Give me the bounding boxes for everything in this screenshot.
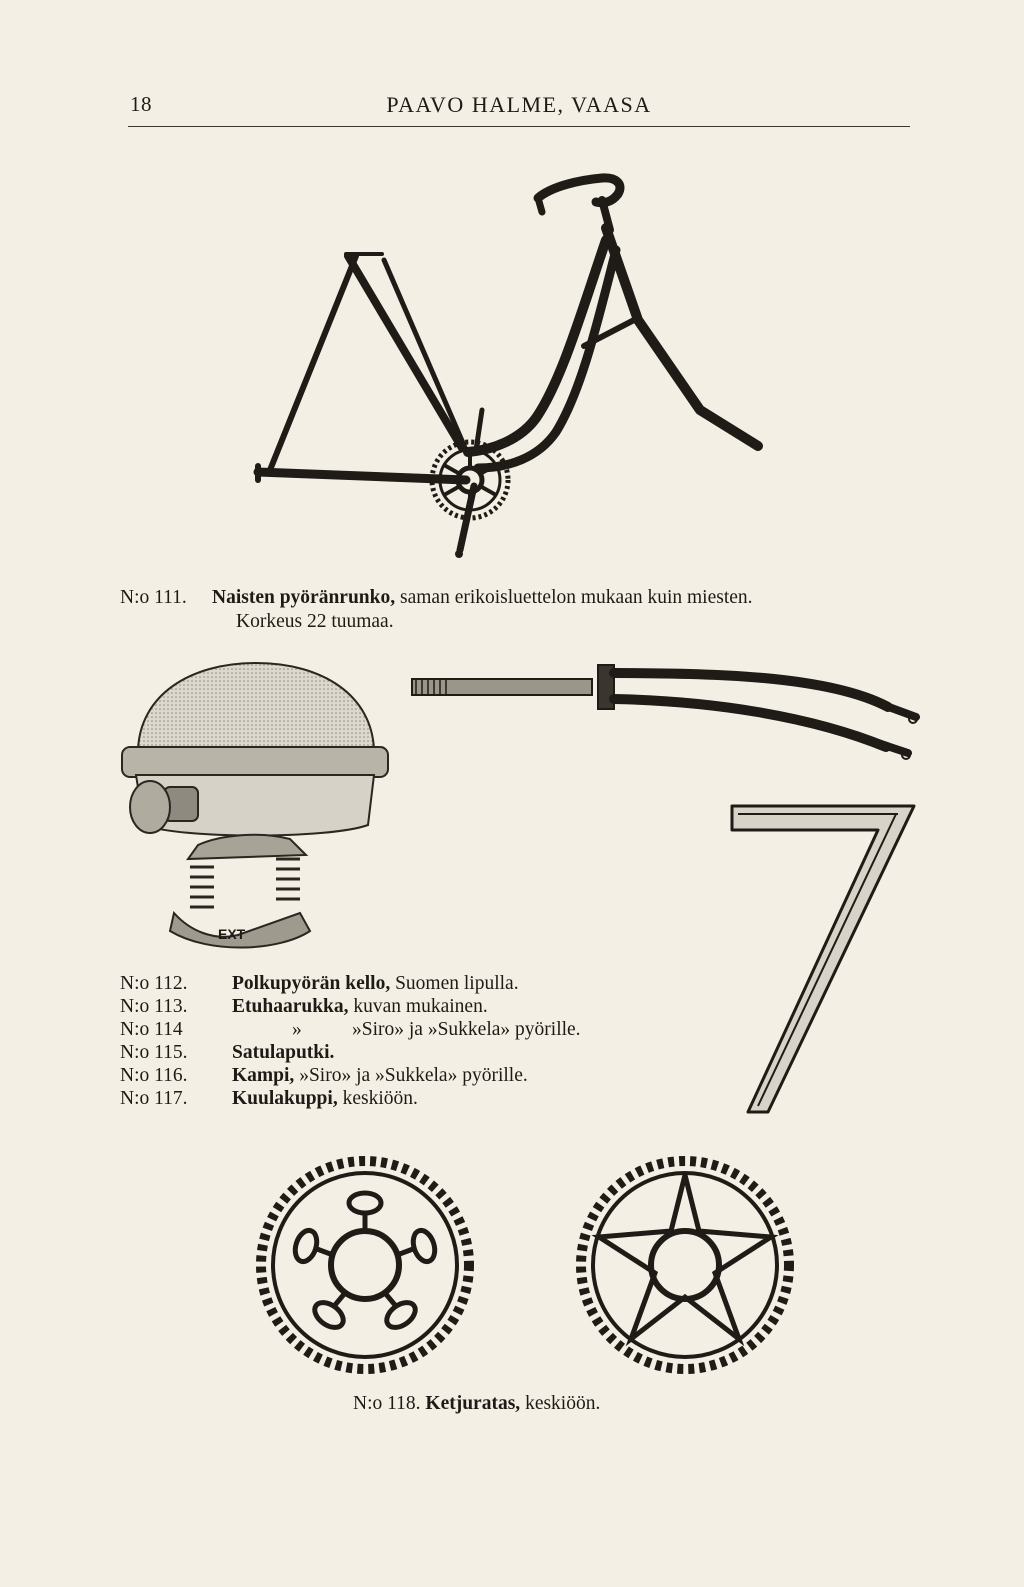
item-name: Polkupyörän kello, bbox=[232, 973, 391, 994]
item-number: N:o 114 bbox=[120, 1019, 183, 1040]
item-description: Suomen lipulla. bbox=[395, 973, 519, 994]
chainwheel-star-illustration bbox=[570, 1150, 800, 1380]
item-number: N:o 112. bbox=[120, 973, 188, 994]
header-rule bbox=[128, 126, 910, 127]
item-description-line-2: Korkeus 22 tuumaa. bbox=[236, 611, 394, 632]
page-header bbox=[128, 88, 910, 128]
seat-post-illustration bbox=[728, 800, 928, 1120]
chainwheel-ornate-illustration bbox=[250, 1150, 480, 1380]
item-name: Kuulakuppi, bbox=[232, 1088, 338, 1109]
item-description: keskiöön. bbox=[342, 1088, 418, 1109]
item-number: N:o 117. bbox=[120, 1088, 188, 1109]
item-number: N:o 118. bbox=[353, 1393, 421, 1414]
caption-item-111 bbox=[120, 586, 753, 634]
item-name: Kampi, bbox=[232, 1065, 295, 1086]
item-description: keskiöön. bbox=[525, 1393, 601, 1414]
page-number: 18 bbox=[130, 92, 152, 116]
item-description: »Siro» ja »Sukkela» pyörille. bbox=[352, 1019, 581, 1040]
bell-clamp-stamp: EXT bbox=[218, 926, 246, 942]
running-head: PAAVO HALME, VAASA bbox=[386, 92, 652, 117]
item-description: »Siro» ja »Sukkela» pyörille. bbox=[299, 1065, 528, 1086]
item-name: Naisten pyöränrunko, bbox=[212, 587, 396, 608]
bicycle-bell-illustration bbox=[110, 655, 400, 950]
item-description: saman erikoisluettelon mukaan kuin miesten. bbox=[400, 587, 753, 608]
front-fork-illustration bbox=[408, 655, 938, 775]
item-number: N:o 116. bbox=[120, 1065, 188, 1086]
caption-item-118 bbox=[353, 1392, 600, 1416]
ditto-mark: » bbox=[292, 1019, 302, 1040]
item-name: Satulaputki. bbox=[232, 1042, 335, 1063]
item-number: N:o 115. bbox=[120, 1042, 188, 1063]
item-name: Ketjuratas, bbox=[425, 1393, 521, 1414]
ladies-bicycle-frame-illustration bbox=[230, 150, 790, 570]
item-name: Etuhaarukka, bbox=[232, 996, 349, 1017]
item-number: N:o 111. bbox=[120, 587, 187, 608]
item-description: kuvan mukainen. bbox=[353, 996, 488, 1017]
item-number: N:o 113. bbox=[120, 996, 188, 1017]
